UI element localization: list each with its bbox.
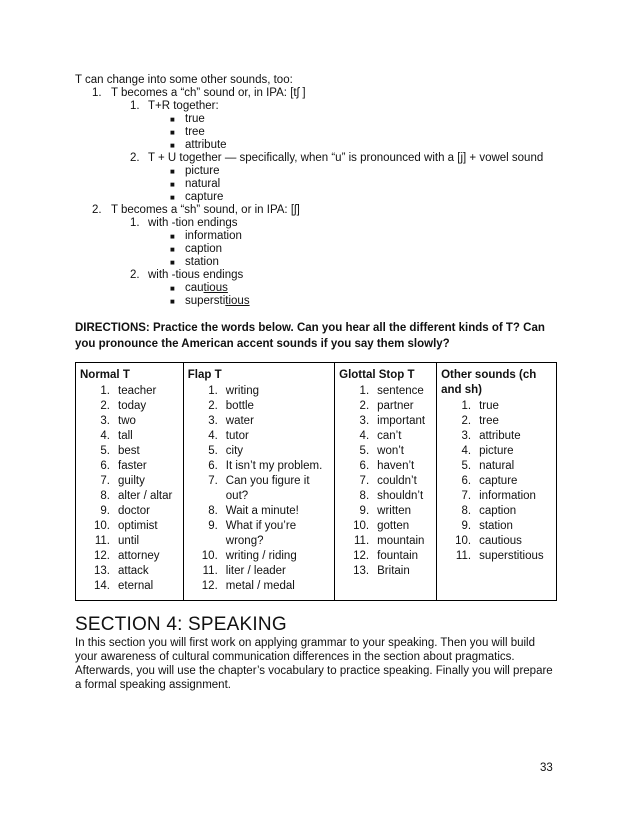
- word-item: [188, 519, 330, 549]
- item-word: caption: [479, 505, 517, 517]
- item-word: eternal: [118, 580, 154, 592]
- outline-item: T becomes a “ch” sound or, in IPA: [tʃ ]: [111, 87, 306, 99]
- item-number: 11.: [354, 535, 370, 547]
- item-number: 8.: [359, 490, 370, 502]
- word-item: [441, 444, 552, 459]
- word-item: [339, 504, 432, 519]
- word-item: [441, 534, 552, 549]
- item-word: teacher: [118, 385, 157, 397]
- item-number: 4.: [359, 430, 370, 442]
- item-number: 4.: [100, 430, 110, 442]
- column-header: Flap T: [187, 369, 222, 381]
- word-item: [188, 564, 330, 579]
- item-number: 10.: [201, 550, 218, 562]
- item-number: 2.: [208, 400, 218, 412]
- section-paragraph: In this section you will first work on applying grammar to your speaking. Then you will build your awareness of cultural communication differences in the section about pragmatics. Afterwards, you will use the chapter’s vocabulary to practice speaking. Finally you will prepare a formal speaking assignment.: [75, 637, 553, 691]
- word-item: [441, 474, 552, 489]
- intro-text: T can change into some other sounds, too:: [75, 74, 293, 86]
- item-word: tree: [479, 415, 499, 427]
- item-number: 14.: [94, 580, 110, 592]
- item-word: fountain: [377, 550, 419, 562]
- word-item: [339, 399, 432, 414]
- item-word: guilty: [118, 475, 145, 487]
- item-word: optimist: [118, 520, 158, 532]
- item-number: 13.: [94, 565, 110, 577]
- item-word: attribute: [479, 430, 521, 442]
- item-number: 2.: [100, 400, 110, 412]
- word-item: [339, 429, 432, 444]
- item-word: Can you figure it out?: [225, 475, 310, 502]
- item-number: 6.: [208, 460, 218, 472]
- item-word: metal / medal: [225, 580, 295, 592]
- outline-item: T+R together:: [148, 100, 219, 112]
- item-number: 12.: [353, 550, 370, 562]
- item-number: 3.: [208, 415, 218, 427]
- item-number: 5.: [461, 460, 472, 472]
- bullet-icon: ■: [170, 297, 175, 306]
- word-item: [441, 549, 552, 564]
- item-number: 7.: [359, 475, 370, 487]
- item-word: Wait a minute!: [225, 505, 299, 517]
- item-word: partner: [377, 400, 414, 412]
- outline-marker: 1.: [130, 217, 140, 229]
- item-word: won’t: [377, 445, 404, 457]
- outline-item: caption: [185, 243, 223, 255]
- item-number: 7.: [208, 475, 218, 487]
- item-word: natural: [479, 460, 515, 472]
- word-item: [80, 444, 179, 459]
- item-word: written: [377, 505, 412, 517]
- item-word: today: [118, 400, 147, 412]
- item-word: information: [479, 490, 536, 502]
- item-number: 8.: [100, 490, 110, 502]
- outline-item: natural: [185, 178, 221, 190]
- word-item: [188, 474, 330, 504]
- word-item: [188, 384, 330, 399]
- bullet-icon: ■: [170, 284, 175, 293]
- item-word: attack: [118, 565, 149, 577]
- item-word: capture: [479, 475, 518, 487]
- item-number: 6.: [461, 475, 472, 487]
- item-number: 4.: [208, 430, 218, 442]
- word-item: [80, 429, 179, 444]
- item-word: true: [479, 400, 499, 412]
- item-number: 8.: [461, 505, 472, 517]
- directions-text: DIRECTIONS: Practice the words below. Can you hear all the different kinds of T? Can you pronounce the American accent sounds if you say them slowly?: [75, 322, 545, 350]
- item-word: alter / altar: [118, 490, 173, 502]
- column-header: Other sounds (ch and sh): [441, 369, 537, 396]
- item-number: 12.: [94, 550, 110, 562]
- item-word: haven’t: [377, 460, 415, 472]
- item-number: 3.: [359, 415, 370, 427]
- item-word: It isn’t my problem.: [225, 460, 323, 472]
- word-item: [441, 414, 552, 429]
- item-word: mountain: [377, 535, 425, 547]
- item-number: 9.: [359, 505, 370, 517]
- item-number: 6.: [100, 460, 110, 472]
- word-item: [188, 414, 330, 429]
- word-item: [339, 489, 432, 504]
- underlined-suffix: tious: [203, 282, 228, 294]
- word-table: [75, 362, 557, 601]
- item-number: 7.: [100, 475, 110, 487]
- outline-item-superstitious: superstitious: [185, 295, 250, 307]
- word-item: [80, 489, 179, 504]
- outline-item: T becomes a “sh” sound, or in IPA: [ʃ]: [111, 204, 300, 216]
- word-item: [80, 579, 179, 594]
- column-normal-t: [76, 363, 184, 601]
- outline-item: with -tious endings: [148, 269, 244, 281]
- page-number: 33: [540, 762, 553, 774]
- word-item: [339, 459, 432, 474]
- item-number: 1.: [208, 385, 218, 397]
- word-item: [188, 504, 330, 519]
- item-number: 9.: [461, 520, 472, 532]
- underlined-suffix: tious: [225, 295, 250, 307]
- word-item: [188, 399, 330, 414]
- bullet-icon: ■: [170, 258, 175, 267]
- word-item: [80, 549, 179, 564]
- item-number: 11.: [94, 535, 110, 547]
- item-number: 6.: [359, 460, 370, 472]
- word-item: [80, 534, 179, 549]
- bullet-icon: ■: [170, 232, 175, 241]
- bullet-icon: ■: [170, 167, 175, 176]
- item-number: 10.: [94, 520, 110, 532]
- word-item: [339, 534, 432, 549]
- outline-item: picture: [185, 165, 220, 177]
- word-item: [441, 429, 552, 444]
- item-word: superstitious: [479, 550, 544, 562]
- word-item: [339, 384, 432, 399]
- bullet-icon: ■: [170, 128, 175, 137]
- item-word: picture: [479, 445, 514, 457]
- item-number: 9.: [100, 505, 110, 517]
- word-item: [80, 474, 179, 489]
- item-word: writing / riding: [225, 550, 297, 562]
- word-item: [80, 399, 179, 414]
- item-number: 10.: [455, 535, 472, 547]
- item-word: important: [377, 415, 426, 427]
- column-other-sounds: [437, 363, 557, 601]
- word-item: [441, 399, 552, 414]
- item-word: couldn’t: [377, 475, 417, 487]
- outline-item: attribute: [185, 139, 227, 151]
- item-number: 7.: [461, 490, 472, 502]
- outline-item: capture: [185, 191, 224, 203]
- item-word: writing: [225, 385, 260, 397]
- outline-marker: 2.: [130, 152, 140, 164]
- item-word: until: [118, 535, 140, 547]
- item-word: Britain: [377, 565, 410, 577]
- item-word: cautious: [479, 535, 522, 547]
- word-item: [441, 459, 552, 474]
- outline-item-cautious: cautious: [185, 282, 228, 294]
- item-word: shouldn’t: [377, 490, 424, 502]
- item-word: faster: [118, 460, 147, 472]
- outline-item: station: [185, 256, 219, 268]
- item-number: 4.: [461, 445, 472, 457]
- bullet-icon: ■: [170, 180, 175, 189]
- word-item: [188, 579, 330, 594]
- item-number: 1.: [461, 400, 472, 412]
- item-number: 1.: [100, 385, 110, 397]
- item-word: can’t: [377, 430, 402, 442]
- column-header: Normal T: [80, 369, 130, 381]
- outline-item: true: [185, 113, 205, 125]
- item-number: 2.: [359, 400, 370, 412]
- item-word: tutor: [225, 430, 249, 442]
- word-item: [441, 489, 552, 504]
- item-word: What if you’re wrong?: [225, 520, 297, 547]
- word-item: [441, 504, 552, 519]
- bullet-icon: ■: [170, 141, 175, 150]
- outline-item: tree: [185, 126, 205, 138]
- item-word: bottle: [225, 400, 254, 412]
- word-item: [339, 474, 432, 489]
- word-item: [188, 444, 330, 459]
- word-item: [339, 549, 432, 564]
- word-item: [188, 429, 330, 444]
- item-word: two: [118, 415, 136, 427]
- item-number: 10.: [353, 520, 370, 532]
- bullet-icon: ■: [170, 193, 175, 202]
- word-item: [339, 414, 432, 429]
- item-word: doctor: [118, 505, 150, 517]
- word-item: [80, 384, 179, 399]
- bullet-icon: ■: [170, 245, 175, 254]
- word-item: [339, 564, 432, 579]
- column-header: Glottal Stop T: [339, 369, 415, 381]
- word-item: [188, 549, 330, 564]
- item-word: water: [225, 415, 254, 427]
- item-word: station: [479, 520, 513, 532]
- outline-item: information: [185, 230, 242, 242]
- word-item: [339, 444, 432, 459]
- item-number: 11.: [455, 550, 472, 562]
- item-number: 3.: [461, 430, 472, 442]
- item-word: attorney: [118, 550, 160, 562]
- column-flap-t: [183, 363, 334, 601]
- item-number: 13.: [353, 565, 370, 577]
- item-number: 9.: [208, 520, 218, 532]
- item-word: tall: [118, 430, 133, 442]
- column-glottal-stop-t: [335, 363, 437, 601]
- word-item: [80, 459, 179, 474]
- item-number: 5.: [359, 445, 370, 457]
- word-item: [188, 459, 330, 474]
- word-item: [441, 519, 552, 534]
- outline-marker: 1.: [130, 100, 140, 112]
- section-title: SECTION 4: SPEAKING: [75, 614, 287, 635]
- item-number: 5.: [100, 445, 110, 457]
- item-number: 1.: [359, 385, 370, 397]
- outline-marker: 2.: [92, 204, 102, 216]
- word-item: [80, 519, 179, 534]
- word-item: [339, 519, 432, 534]
- outline-marker: 2.: [130, 269, 140, 281]
- bullet-icon: ■: [170, 115, 175, 124]
- word-item: [80, 564, 179, 579]
- item-word: gotten: [377, 520, 410, 532]
- word-item: [80, 504, 179, 519]
- item-number: 3.: [100, 415, 110, 427]
- item-number: 12.: [201, 580, 218, 592]
- outline-marker: 1.: [92, 87, 102, 99]
- item-number: 5.: [208, 445, 218, 457]
- item-number: 2.: [461, 415, 472, 427]
- outline-item: T + U together — specifically, when “u” is pronounced with a [j] + vowel sound: [148, 152, 544, 164]
- item-word: best: [118, 445, 140, 457]
- item-word: city: [225, 445, 244, 457]
- item-word: sentence: [377, 385, 424, 397]
- item-word: liter / leader: [225, 565, 286, 577]
- outline-item: with -tion endings: [148, 217, 238, 229]
- item-number: 11.: [202, 565, 218, 577]
- item-number: 8.: [208, 505, 218, 517]
- word-item: [80, 414, 179, 429]
